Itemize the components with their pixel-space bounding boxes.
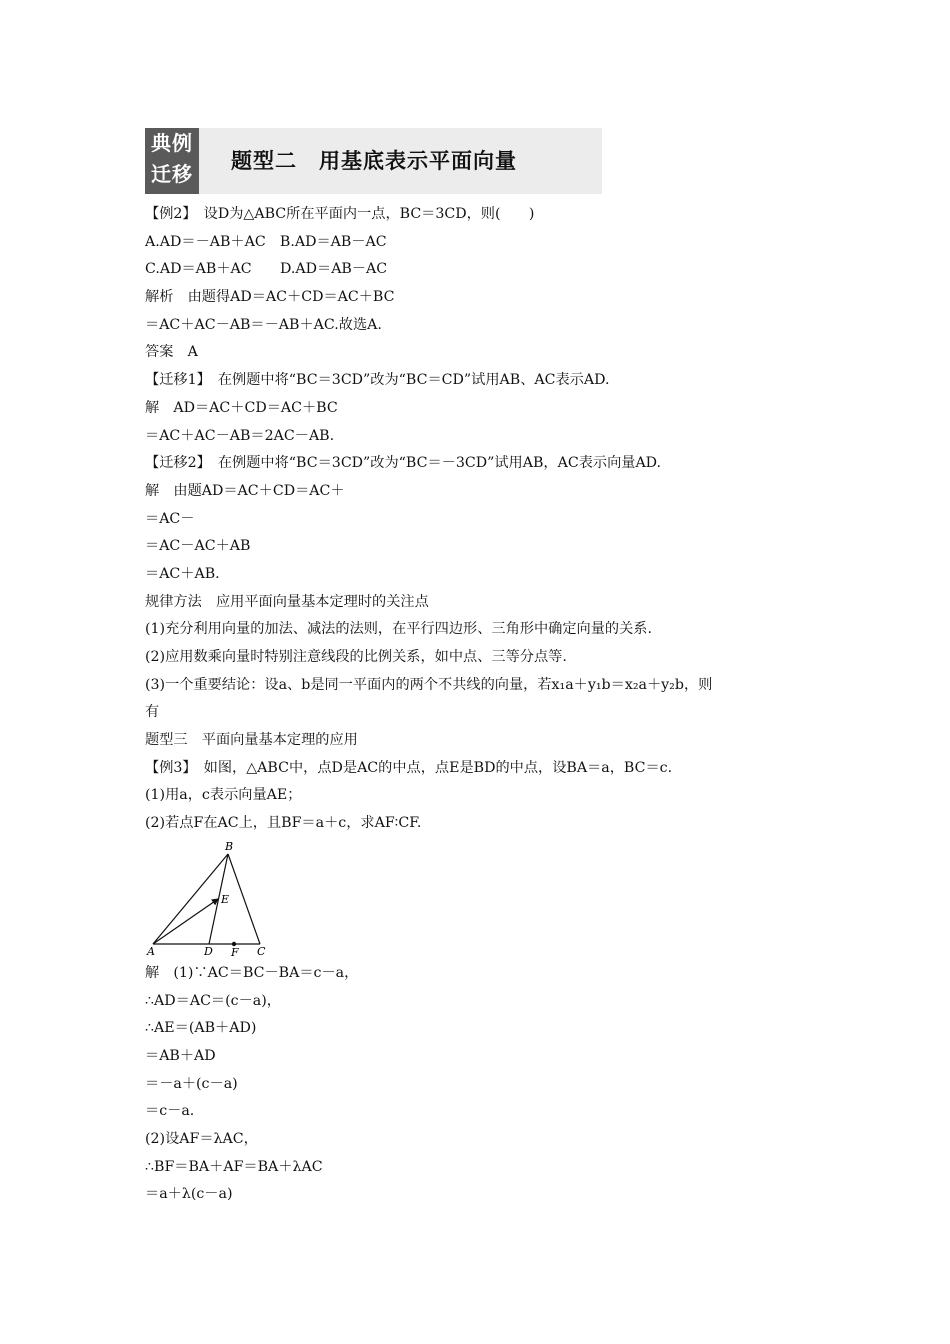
text-line: 解 由题AD＝AC＋CD＝AC＋	[145, 482, 345, 499]
section-title: 题型二 用基底表示平面向量	[231, 149, 517, 173]
text-line: (1)用a，c表示向量AE；	[145, 787, 302, 804]
section-tag-line2: 迁移	[151, 162, 193, 186]
label-b: B	[225, 839, 234, 853]
text-line: ＝AC－	[145, 510, 195, 527]
text-line: ∴AD＝AC＝(c－a)，	[145, 992, 281, 1009]
text-line: ∴BF＝BA＋AF＝BA＋λAC	[145, 1158, 323, 1175]
text-line: 规律方法 应用平面向量基本定理时的关注点	[145, 593, 429, 610]
text-line: ＝－a＋(c－a)	[145, 1075, 238, 1092]
text-line: (2)若点F在AC上，且BF＝a＋c，求AF∶CF.	[145, 815, 422, 832]
text-line: (3)一个重要结论：设a、b是同一平面内的两个不共线的向量，若x₁a＋y₁b＝x₂a＋y₂b，则	[145, 676, 713, 693]
text-line: (2)应用数乘向量时特别注意线段的比例关系，如中点、三等分点等.	[145, 649, 567, 665]
text-body	[145, 201, 815, 1209]
triangle-diagram	[145, 840, 285, 958]
text-line: ＝AB＋AD	[145, 1047, 216, 1064]
text-line: (1)充分利用向量的加法、减法的法则，在平行四边形、三角形中确定向量的关系.	[145, 621, 652, 638]
section-tag-line1: 典例	[151, 131, 193, 155]
side-ab	[153, 854, 228, 944]
text-block-after-figure	[145, 960, 815, 1209]
section-banner	[145, 128, 602, 194]
text-line: 【迁移1】 在例题中将“BC＝3CD”改为“BC＝CD”试用AB、AC表示AD.	[145, 372, 610, 389]
text-line: ＝AC＋AC－AB＝－AB＋AC.故选A.	[145, 316, 382, 333]
text-line: 解 (1)∵AC＝BC－BA＝c－a，	[145, 964, 359, 981]
document-page	[145, 128, 815, 1209]
text-line: ＝a＋λ(c－a)	[145, 1186, 233, 1203]
text-line: ＝AC＋AC－AB＝2AC－AB.	[145, 427, 335, 444]
text-line: 解 AD＝AC＋CD＝AC＋BC	[145, 399, 338, 416]
text-line: A.AD＝－AB＋AC B.AD＝AB－AC	[145, 233, 387, 250]
text-line: ＝c－a.	[145, 1103, 195, 1120]
side-bc	[228, 854, 260, 944]
text-line: ∴AE＝(AB＋AD)	[145, 1020, 257, 1037]
text-line: (2)设AF＝λAC，	[145, 1130, 258, 1147]
text-block-before-figure	[145, 201, 815, 838]
text-line: 【例2】 设D为△ABC所在平面内一点，BC＝3CD，则( )	[145, 206, 535, 222]
text-line: 【迁移2】 在例题中将“BC＝3CD”改为“BC＝－3CD”试用AB，AC表示向量AD.	[145, 455, 662, 472]
label-f: F	[231, 945, 239, 958]
text-line: 【例3】 如图，△ABC中，点D是AC的中点，点E是BD的中点，设BA＝a，BC＝c.	[145, 759, 673, 776]
label-c: C	[257, 944, 266, 958]
text-line: C.AD＝AB＋AC D.AD＝AB－AC	[145, 261, 388, 278]
text-line: 题型三 平面向量基本定理的应用	[145, 732, 358, 749]
triangle-figure	[145, 838, 815, 960]
text-line: ＝AC＋AB.	[145, 565, 220, 582]
label-e: E	[221, 892, 230, 906]
label-d: D	[204, 944, 213, 958]
text-line: 解析 由题得AD＝AC＋CD＝AC＋BC	[145, 289, 395, 306]
text-line: 有	[145, 704, 160, 721]
text-line: 答案 A	[145, 344, 198, 361]
section-tag	[145, 128, 199, 194]
label-a: A	[147, 944, 155, 958]
text-line: ＝AC－AC＋AB	[145, 538, 251, 555]
